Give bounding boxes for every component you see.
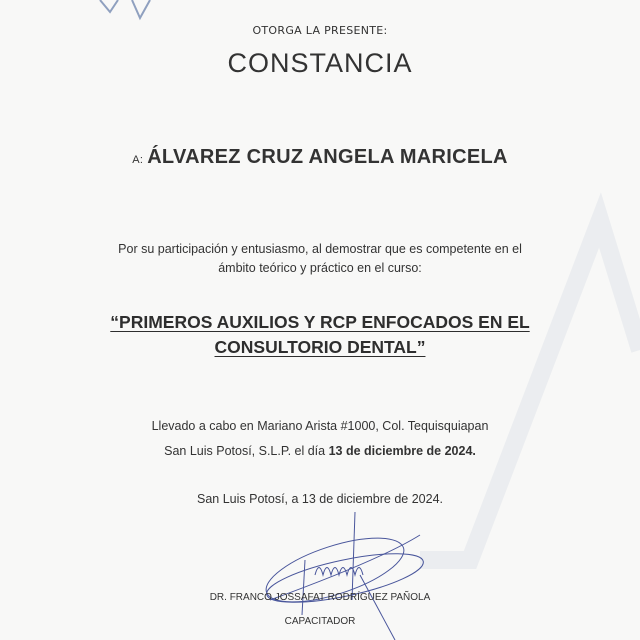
recipient-name: ÁLVAREZ CRUZ ANGELA MARICELA <box>147 146 508 168</box>
signer-role: CAPACITADOR <box>284 616 356 627</box>
course-title-line: “PRIMEROS AUXILIOS Y RCP ENFOCADOS EN EL <box>110 312 530 332</box>
recipient-prefix: A: <box>132 154 144 166</box>
body-line: Por su participación y entusiasmo, al demostrar que es competente en el <box>118 242 522 256</box>
signer-name: DR. FRANCO JOSSAFAT RODRÍGUEZ PAÑOLA <box>209 592 431 603</box>
course-title-line: CONSULTORIO DENTAL” <box>214 337 426 357</box>
certificate-subtitle: OTORGA LA PRESENTE: <box>252 24 388 37</box>
body-line: ámbito teórico y práctico en el curso: <box>218 261 422 275</box>
certificate-title: CONSTANCIA <box>227 48 413 78</box>
location-line: Llevado a cabo en Mariano Arista #1000, Col. Tequisquiapan <box>151 419 489 433</box>
course-date: 13 de diciembre de 2024. <box>328 444 476 458</box>
location-prefix: San Luis Potosí, S.L.P. el día <box>164 444 329 458</box>
issue-date: San Luis Potosí, a 13 de diciembre de 2024. <box>197 492 443 506</box>
